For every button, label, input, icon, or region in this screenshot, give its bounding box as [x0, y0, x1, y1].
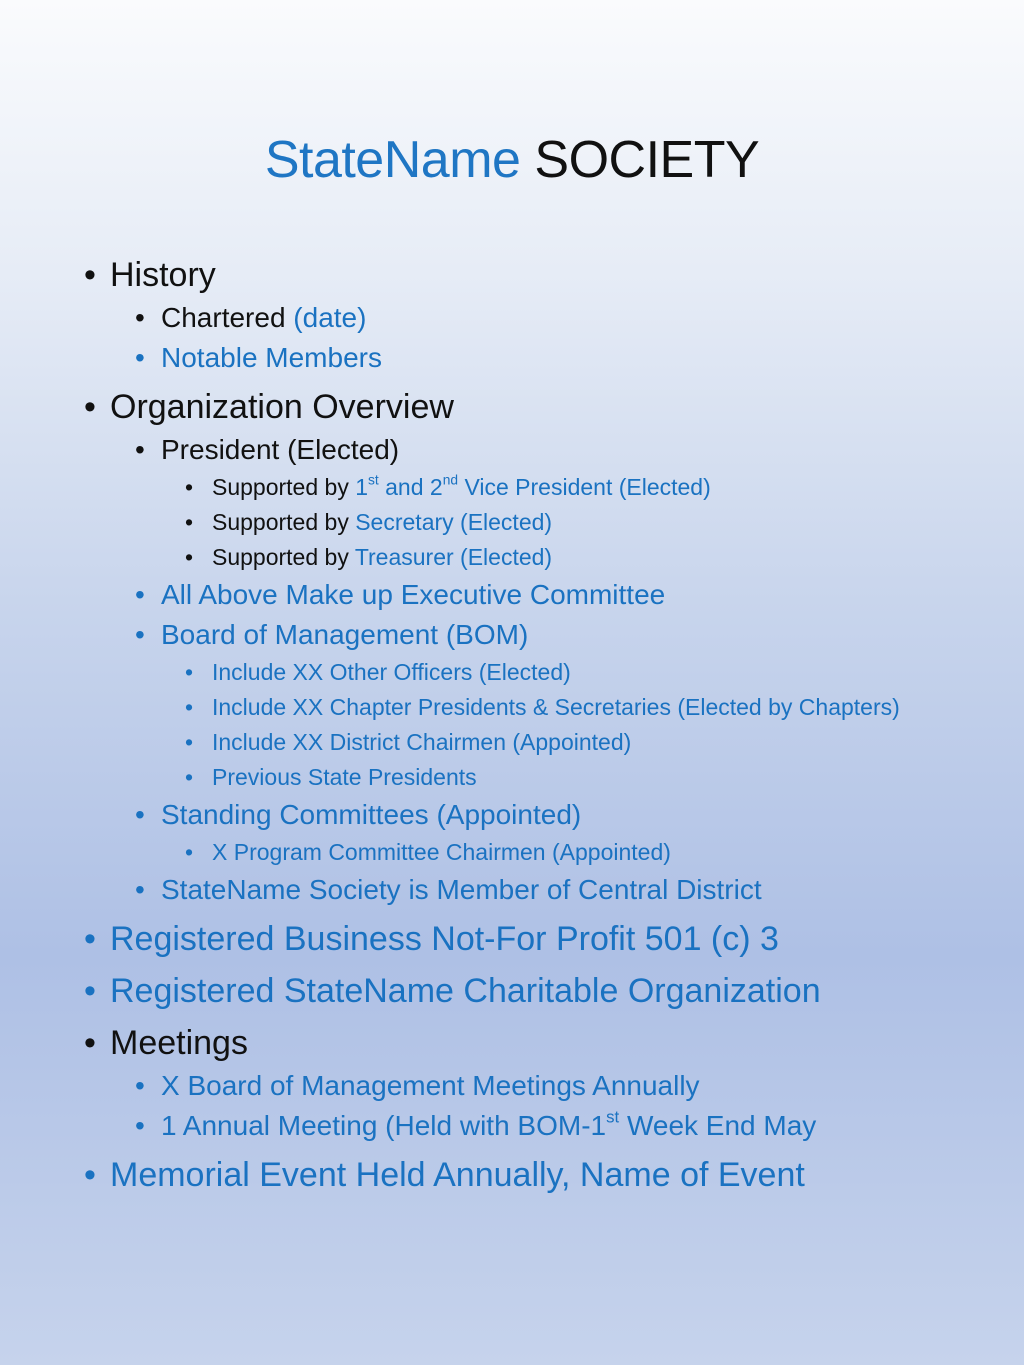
list-item-registered-charity [84, 968, 984, 1014]
list-item-vice-president [84, 470, 984, 505]
registered-business-text: Registered Business Not-For Profit 501 (c) 3 [110, 920, 779, 958]
secretary-text: Secretary (Elected) [355, 509, 553, 535]
bom-item-text: Include XX Other Officers (Elected) [212, 659, 571, 685]
bullet-icon: • [84, 1156, 96, 1194]
list-item-secretary [84, 505, 984, 540]
notable-members: Notable Members [161, 342, 382, 373]
bullet-icon: • [185, 474, 194, 500]
list-item-history [84, 252, 984, 298]
annual-pre: 1 Annual Meeting (Held with BOM-1 [161, 1110, 607, 1141]
supported-by-label: Supported by [212, 474, 349, 500]
bullet-icon: • [185, 544, 194, 570]
list-item-member-central [84, 870, 984, 910]
list-item-chartered [84, 298, 984, 338]
bom-text: Board of Management (BOM) [161, 619, 529, 650]
vp-sup1: st [368, 472, 379, 488]
list-item-program-committee [84, 835, 984, 870]
annual-meeting-text [161, 1107, 817, 1141]
bullet-icon: • [135, 874, 145, 905]
member-central-text: StateName Society is Member of Central District [161, 874, 762, 905]
bom-item-text: Previous State Presidents [212, 764, 477, 790]
bullet-list [84, 252, 984, 1198]
list-item-bom-previous [84, 760, 984, 795]
bullet-icon: • [84, 388, 96, 426]
treasurer-text: Treasurer (Elected) [354, 544, 553, 570]
bullet-icon: • [84, 256, 96, 294]
bom-meetings-text: X Board of Management Meetings Annually [161, 1070, 700, 1101]
vp-mid: and 2 [378, 474, 443, 500]
list-item-standing-committees [84, 795, 984, 835]
bullet-icon: • [135, 434, 145, 465]
history-label: History [110, 256, 216, 294]
program-text: X Program Committee Chairmen (Appointed) [212, 839, 671, 865]
bullet-icon: • [135, 342, 145, 373]
list-item-bom [84, 615, 984, 655]
bullet-icon: • [135, 302, 145, 333]
list-item-organization-overview [84, 384, 984, 430]
list-item-executive-committee [84, 575, 984, 615]
list-item-bom-meetings [84, 1066, 984, 1106]
list-item-notable-members [84, 338, 984, 378]
list-item-annual-meeting [84, 1106, 984, 1146]
vice-president-text [355, 474, 711, 500]
list-item-treasurer [84, 540, 984, 575]
bom-item-text: Include XX Chapter Presidents & Secretaries (Elected by Chapters) [212, 694, 900, 720]
chartered-label: Chartered [161, 302, 286, 333]
bullet-icon: • [135, 1110, 145, 1141]
bullet-icon: • [185, 694, 194, 720]
list-item-meetings [84, 1020, 984, 1066]
list-item-bom-chapters [84, 690, 912, 725]
list-item-bom-district [84, 725, 984, 760]
bullet-icon: • [135, 799, 145, 830]
bullet-icon: • [185, 764, 194, 790]
standing-text: Standing Committees (Appointed) [161, 799, 582, 830]
bom-item-text: Include XX District Chairmen (Appointed) [212, 729, 632, 755]
annual-post: Week End May [619, 1110, 817, 1141]
supported-by-label: Supported by [212, 544, 349, 570]
registered-charity-text: Registered StateName Charitable Organization [110, 972, 821, 1010]
list-item-memorial [84, 1152, 984, 1198]
title-statename: StateName [264, 131, 521, 189]
meetings-label: Meetings [110, 1024, 248, 1062]
president-label: President (Elected) [161, 434, 400, 465]
bullet-icon: • [185, 839, 194, 865]
bullet-icon: • [135, 579, 145, 610]
list-item-president [84, 430, 984, 470]
vp-n1: 1 [355, 474, 369, 500]
exec-committee-text: All Above Make up Executive Committee [161, 579, 666, 610]
list-item-bom-officers [84, 655, 984, 690]
slide-title [0, 128, 1024, 192]
bullet-icon: • [84, 1024, 96, 1062]
bullet-icon: • [84, 920, 96, 958]
bullet-icon: • [185, 729, 194, 755]
bullet-icon: • [185, 659, 194, 685]
vp-sup2: nd [442, 472, 459, 488]
vp-rest: Vice President (Elected) [458, 474, 711, 500]
chartered-date: (date) [293, 302, 367, 333]
bullet-icon: • [135, 619, 145, 650]
bullet-icon: • [84, 972, 96, 1010]
annual-sup: st [606, 1107, 620, 1127]
bullet-icon: • [135, 1070, 145, 1101]
supported-by-label: Supported by [212, 509, 349, 535]
list-item-registered-business [84, 916, 984, 962]
bullet-icon: • [185, 509, 194, 535]
title-society: SOCIETY [534, 131, 760, 189]
memorial-text: Memorial Event Held Annually, Name of Event [110, 1156, 805, 1194]
org-label: Organization Overview [110, 388, 454, 426]
